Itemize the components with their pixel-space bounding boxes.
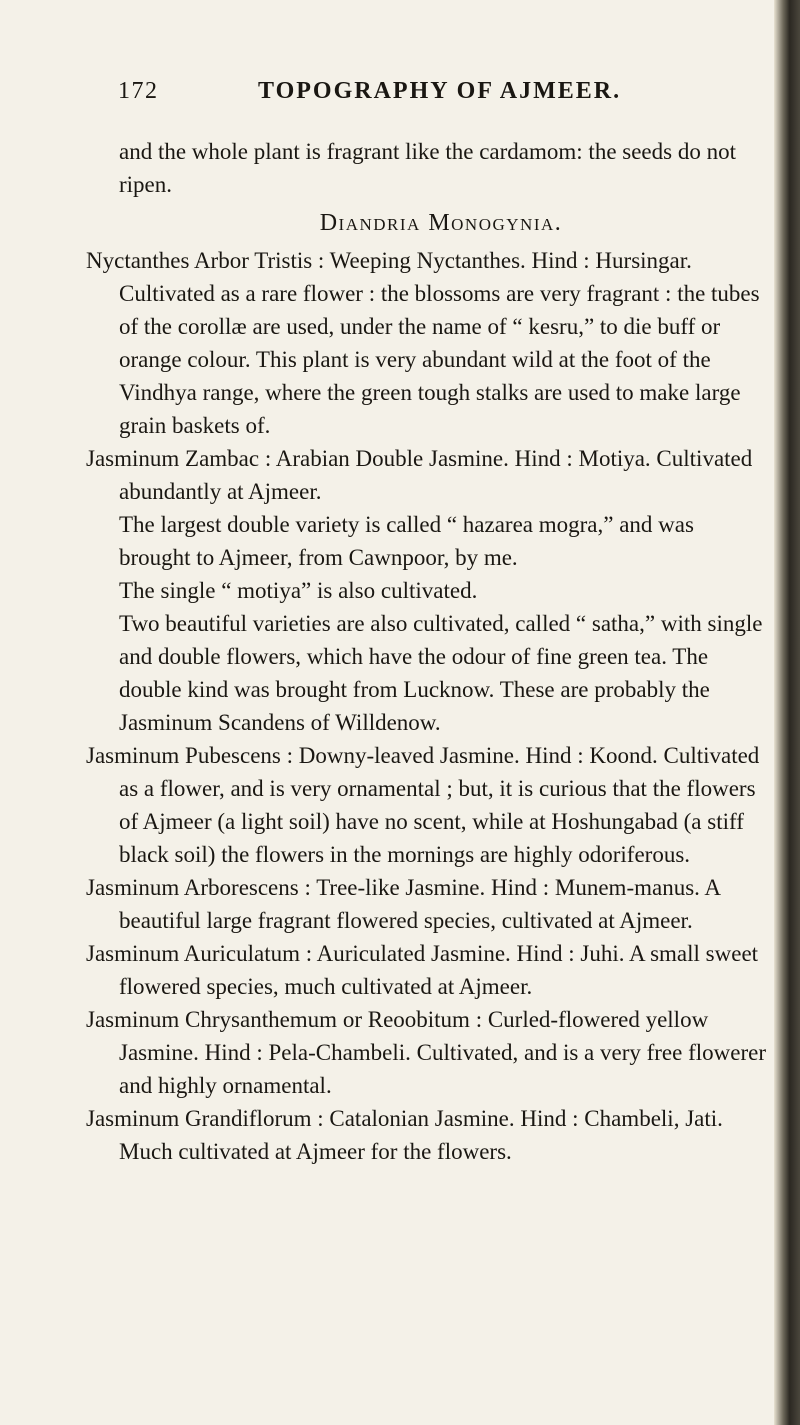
entry-jasminum-pubescens: Jasminum Pubescens : Downy-leaved Jasmine. Hind : Koond. Cultivated as a flower, and is very ornamental ; but, it is curious that the flowers of Ajmeer (a light soil) have no scent, while at Hoshungabad (a stiff black soil) the flowers in the mornings are highly odoriferous. xyxy=(86,743,760,867)
page-body xyxy=(86,135,766,1168)
entry-jasminum-grandiflorum: Jasminum Grandiflorum : Catalonian Jasmine. Hind : Chambeli, Jati. Much cultivated at Ajmeer for the flowers. xyxy=(86,1106,723,1164)
entry-jasminum-arborescens: Jasminum Arborescens : Tree-like Jasmine. Hind : Munem-manus. A beautiful large fragrant flowered species, cultivated at Ajmeer. xyxy=(86,875,720,933)
page-number: 172 xyxy=(118,78,159,104)
page-binding-edge xyxy=(774,0,800,1425)
entry-nyctanthes: Nyctanthes Arbor Tristis : Weeping Nyctanthes. Hind : Hursingar. Cultivated as a rare flower : the blossoms are very fragrant : the tubes of the corollæ are used, under the name of “ kesru,” to die buff or orange colour. This plant is very abundant wild at the foot of the Vindhya range, where the green tough stalks are used to make large grain baskets of. xyxy=(86,248,760,438)
zambac-note: The single “ motiya” is also cultivated. xyxy=(119,578,478,603)
entry-jasminum-chrysanthemum: Jasminum Chrysanthemum or Reoobitum : Curled-flowered yellow Jasmine. Hind : Pela-Chambeli. Cultivated, and is a very free flowerer and highly ornamental. xyxy=(86,1007,766,1098)
entry-jasminum-zambac: Jasminum Zambac : Arabian Double Jasmine. Hind : Motiya. Cultivated abundantly at Ajmeer. xyxy=(86,446,753,504)
intro-paragraph: and the whole plant is fragrant like the cardamom: the seeds do not ripen. xyxy=(119,139,736,197)
zambac-note: Two beautiful varieties are also cultivated, called “ satha,” with single and double flowers, which have the odour of fine green tea. The double kind was brought from Lucknow. These are probably the Jasminum Scandens of Willdenow. xyxy=(119,611,763,735)
section-heading: Diandria Monogynia. xyxy=(319,210,563,236)
zambac-note: The largest double variety is called “ hazarea mogra,” and was brought to Ajmeer, from Cawnpoor, by me. xyxy=(119,512,694,570)
running-title: TOPOGRAPHY OF AJMEER. xyxy=(258,78,622,104)
entry-jasminum-auriculatum: Jasminum Auriculatum : Auriculated Jasmine. Hind : Juhi. A small sweet flowered species, much cultivated at Ajmeer. xyxy=(86,941,759,999)
